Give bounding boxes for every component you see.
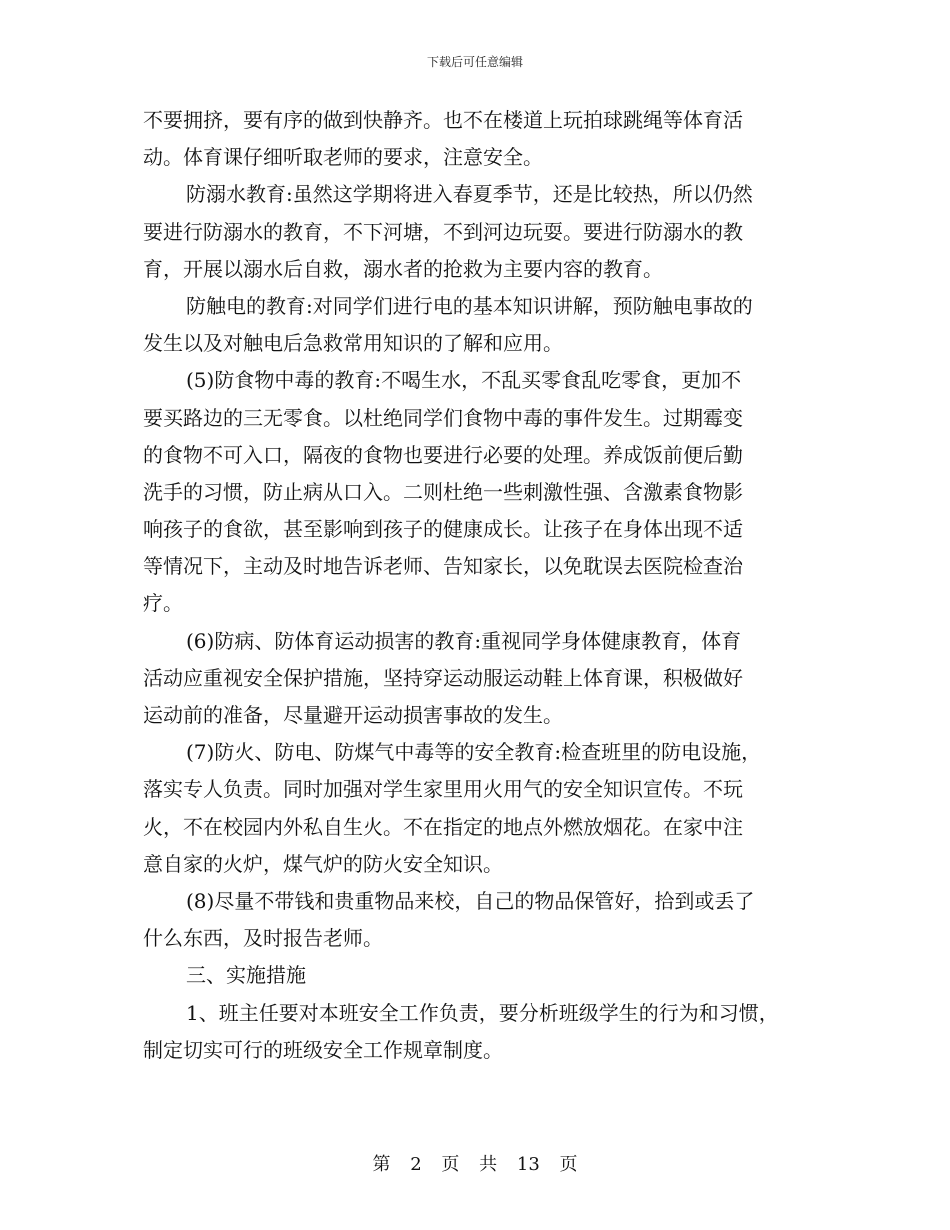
body-line: 运动前的准备，尽量避开运动损害事故的发生。 <box>143 703 563 727</box>
body-line: 活动应重视安全保护措施，坚持穿运动服运动鞋上体育课，积极做好 <box>143 665 743 690</box>
body-line: (6)防病、防体育运动损害的教育:重视同学身体健康教育，体育 <box>186 628 742 653</box>
body-line: 的食物不可入口，隔夜的食物也要进行必要的处理。养成饭前便后勤 <box>143 442 743 467</box>
body-line: 1、班主任要对本班安全工作负责，要分析班级学生的行为和习惯， <box>186 1000 779 1025</box>
body-line: 制定切实可行的班级安全工作规章制度。 <box>143 1037 503 1062</box>
footer-label-page-unit: 页 <box>441 1154 460 1175</box>
page-footer <box>0 1153 950 1177</box>
body-line: 什么东西，及时报告老师。 <box>143 926 383 951</box>
body-line: 火，不在校园内外私自生火。不在指定的地点外燃放烟花。在家中注 <box>143 814 743 839</box>
section-heading: 三、实施措施 <box>186 963 306 988</box>
body-line: 要买路边的三无零食。以杜绝同学们食物中毒的事件发生。过期霉变 <box>143 405 743 430</box>
footer-label-total-unit: 页 <box>559 1154 578 1175</box>
body-line: 防溺水教育:虽然这学期将进入春夏季节，还是比较热，所以仍然 <box>186 182 753 207</box>
body-line: 不要拥挤，要有序的做到快静齐。也不在楼道上玩拍球跳绳等体育活 <box>143 108 743 132</box>
footer-total-pages: 13 <box>516 1154 540 1175</box>
body-line: 响孩子的食欲，甚至影响到孩子的健康成长。让孩子在身体出现不适 <box>143 517 743 542</box>
body-line: (5)防食物中毒的教育:不喝生水，不乱买零食乱吃零食，更加不 <box>186 368 742 393</box>
document-body <box>143 102 811 1069</box>
body-line: 动。体育课仔细听取老师的要求，注意安全。 <box>143 145 543 170</box>
body-line: 发生以及对触电后急救常用知识的了解和应用。 <box>143 331 563 356</box>
body-line: 要进行防溺水的教育，不下河塘，不到河边玩耍。要进行防溺水的教 <box>143 219 743 244</box>
body-line: 落实专人负责。同时加强对学生家里用火用气的安全知识宣传。不玩 <box>143 777 743 802</box>
body-line: 等情况下，主动及时地告诉老师、告知家长，以免耽误去医院检查治 <box>143 554 743 579</box>
body-line: (7)防火、防电、防煤气中毒等的安全教育:检查班里的防电设施， <box>186 740 762 765</box>
footer-label-total: 共 <box>479 1154 498 1175</box>
body-line: 防触电的教育:对同学们进行电的基本知识讲解，预防触电事故的 <box>186 293 753 318</box>
body-line: 意自家的火炉，煤气炉的防火安全知识。 <box>143 851 503 876</box>
footer-label-page: 第 <box>372 1154 391 1175</box>
body-line: 育，开展以溺水后自救，溺水者的抢救为主要内容的教育。 <box>143 256 663 281</box>
body-line: 疗。 <box>143 591 183 616</box>
page-header-note: 下载后可任意编辑 <box>426 55 523 69</box>
footer-current-page: 2 <box>410 1154 422 1175</box>
body-line: 洗手的习惯，防止病从口入。二则杜绝一些刺激性强、含激素食物影 <box>143 479 743 504</box>
body-line: (8)尽量不带钱和贵重物品来校，自己的物品保管好，拾到或丢了 <box>186 888 755 913</box>
